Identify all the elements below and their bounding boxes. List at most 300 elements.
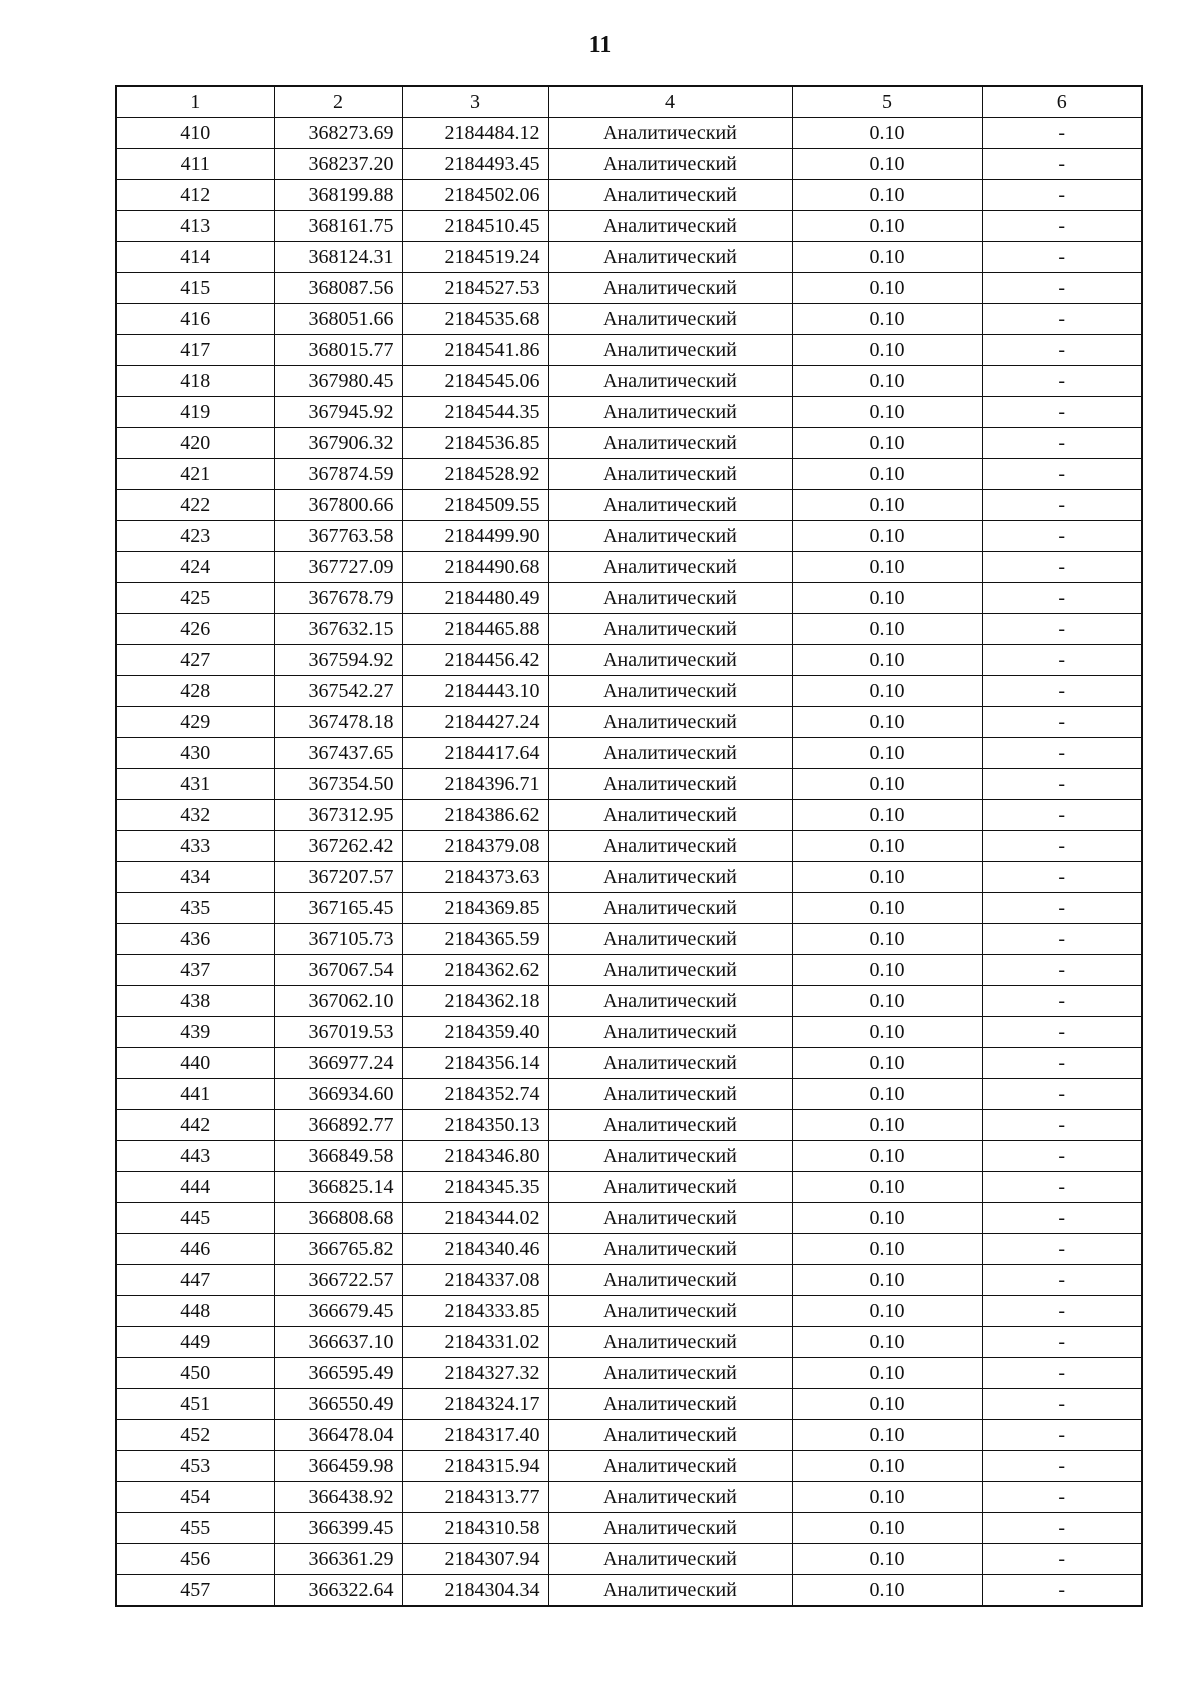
accuracy-cell: 0.10 (792, 304, 982, 335)
point-number-cell: 450 (116, 1358, 274, 1389)
table-row (116, 273, 1142, 304)
note-cell: - (982, 1110, 1142, 1141)
note-cell: - (982, 335, 1142, 366)
note-cell: - (982, 180, 1142, 211)
note-cell: - (982, 800, 1142, 831)
note-cell: - (982, 769, 1142, 800)
method-cell: Аналитический (548, 242, 792, 273)
accuracy-cell: 0.10 (792, 1234, 982, 1265)
method-cell: Аналитический (548, 1389, 792, 1420)
point-number-cell: 457 (116, 1575, 274, 1607)
accuracy-cell: 0.10 (792, 800, 982, 831)
point-number-cell: 438 (116, 986, 274, 1017)
y-coordinate-cell: 2184365.59 (402, 924, 548, 955)
table-row (116, 366, 1142, 397)
point-number-cell: 427 (116, 645, 274, 676)
method-cell: Аналитический (548, 1141, 792, 1172)
column-header: 3 (402, 86, 548, 118)
y-coordinate-cell: 2184337.08 (402, 1265, 548, 1296)
note-cell: - (982, 1141, 1142, 1172)
x-coordinate-cell: 368199.88 (274, 180, 402, 211)
x-coordinate-cell: 366361.29 (274, 1544, 402, 1575)
table-row (116, 211, 1142, 242)
point-number-cell: 431 (116, 769, 274, 800)
note-cell: - (982, 986, 1142, 1017)
method-cell: Аналитический (548, 707, 792, 738)
coordinates-table (115, 85, 1143, 1607)
method-cell: Аналитический (548, 1420, 792, 1451)
accuracy-cell: 0.10 (792, 769, 982, 800)
x-coordinate-cell: 367542.27 (274, 676, 402, 707)
x-coordinate-cell: 366825.14 (274, 1172, 402, 1203)
method-cell: Аналитический (548, 986, 792, 1017)
x-coordinate-cell: 367312.95 (274, 800, 402, 831)
point-number-cell: 440 (116, 1048, 274, 1079)
method-cell: Аналитический (548, 366, 792, 397)
point-number-cell: 442 (116, 1110, 274, 1141)
accuracy-cell: 0.10 (792, 242, 982, 273)
table-row (116, 1048, 1142, 1079)
note-cell: - (982, 1234, 1142, 1265)
x-coordinate-cell: 367478.18 (274, 707, 402, 738)
table-row (116, 1575, 1142, 1607)
y-coordinate-cell: 2184527.53 (402, 273, 548, 304)
x-coordinate-cell: 367727.09 (274, 552, 402, 583)
table-row (116, 1420, 1142, 1451)
note-cell: - (982, 707, 1142, 738)
point-number-cell: 414 (116, 242, 274, 273)
y-coordinate-cell: 2184396.71 (402, 769, 548, 800)
table-row (116, 1141, 1142, 1172)
table-row (116, 180, 1142, 211)
table-row (116, 1513, 1142, 1544)
method-cell: Аналитический (548, 862, 792, 893)
note-cell: - (982, 1296, 1142, 1327)
note-cell: - (982, 738, 1142, 769)
accuracy-cell: 0.10 (792, 1203, 982, 1234)
note-cell: - (982, 676, 1142, 707)
table-row (116, 428, 1142, 459)
note-cell: - (982, 1265, 1142, 1296)
note-cell: - (982, 831, 1142, 862)
point-number-cell: 417 (116, 335, 274, 366)
method-cell: Аналитический (548, 397, 792, 428)
note-cell: - (982, 490, 1142, 521)
method-cell: Аналитический (548, 1358, 792, 1389)
table-row (116, 1265, 1142, 1296)
note-cell: - (982, 893, 1142, 924)
note-cell: - (982, 273, 1142, 304)
y-coordinate-cell: 2184327.32 (402, 1358, 548, 1389)
accuracy-cell: 0.10 (792, 1327, 982, 1358)
y-coordinate-cell: 2184350.13 (402, 1110, 548, 1141)
note-cell: - (982, 304, 1142, 335)
note-cell: - (982, 149, 1142, 180)
x-coordinate-cell: 366892.77 (274, 1110, 402, 1141)
point-number-cell: 453 (116, 1451, 274, 1482)
point-number-cell: 443 (116, 1141, 274, 1172)
point-number-cell: 418 (116, 366, 274, 397)
point-number-cell: 420 (116, 428, 274, 459)
table-row (116, 831, 1142, 862)
table-row (116, 676, 1142, 707)
y-coordinate-cell: 2184417.64 (402, 738, 548, 769)
point-number-cell: 452 (116, 1420, 274, 1451)
y-coordinate-cell: 2184304.34 (402, 1575, 548, 1607)
x-coordinate-cell: 368087.56 (274, 273, 402, 304)
y-coordinate-cell: 2184359.40 (402, 1017, 548, 1048)
method-cell: Аналитический (548, 583, 792, 614)
note-cell: - (982, 428, 1142, 459)
point-number-cell: 426 (116, 614, 274, 645)
method-cell: Аналитический (548, 1172, 792, 1203)
y-coordinate-cell: 2184379.08 (402, 831, 548, 862)
method-cell: Аналитический (548, 1017, 792, 1048)
point-number-cell: 416 (116, 304, 274, 335)
x-coordinate-cell: 368237.20 (274, 149, 402, 180)
x-coordinate-cell: 367874.59 (274, 459, 402, 490)
column-header: 4 (548, 86, 792, 118)
y-coordinate-cell: 2184519.24 (402, 242, 548, 273)
accuracy-cell: 0.10 (792, 366, 982, 397)
table-row (116, 1296, 1142, 1327)
column-header: 5 (792, 86, 982, 118)
table-row (116, 490, 1142, 521)
note-cell: - (982, 924, 1142, 955)
accuracy-cell: 0.10 (792, 1358, 982, 1389)
note-cell: - (982, 459, 1142, 490)
y-coordinate-cell: 2184493.45 (402, 149, 548, 180)
point-number-cell: 429 (116, 707, 274, 738)
note-cell: - (982, 1327, 1142, 1358)
accuracy-cell: 0.10 (792, 1482, 982, 1513)
x-coordinate-cell: 366399.45 (274, 1513, 402, 1544)
method-cell: Аналитический (548, 180, 792, 211)
table-row (116, 738, 1142, 769)
accuracy-cell: 0.10 (792, 1265, 982, 1296)
accuracy-cell: 0.10 (792, 1172, 982, 1203)
y-coordinate-cell: 2184456.42 (402, 645, 548, 676)
y-coordinate-cell: 2184344.02 (402, 1203, 548, 1234)
x-coordinate-cell: 366595.49 (274, 1358, 402, 1389)
point-number-cell: 447 (116, 1265, 274, 1296)
point-number-cell: 419 (116, 397, 274, 428)
note-cell: - (982, 1420, 1142, 1451)
point-number-cell: 456 (116, 1544, 274, 1575)
y-coordinate-cell: 2184324.17 (402, 1389, 548, 1420)
x-coordinate-cell: 368273.69 (274, 118, 402, 149)
y-coordinate-cell: 2184490.68 (402, 552, 548, 583)
method-cell: Аналитический (548, 676, 792, 707)
table-row (116, 955, 1142, 986)
method-cell: Аналитический (548, 1296, 792, 1327)
note-cell: - (982, 1203, 1142, 1234)
y-coordinate-cell: 2184544.35 (402, 397, 548, 428)
column-header: 2 (274, 86, 402, 118)
method-cell: Аналитический (548, 1110, 792, 1141)
table-row (116, 118, 1142, 149)
note-cell: - (982, 1017, 1142, 1048)
method-cell: Аналитический (548, 738, 792, 769)
method-cell: Аналитический (548, 1544, 792, 1575)
y-coordinate-cell: 2184373.63 (402, 862, 548, 893)
table-row (116, 1079, 1142, 1110)
accuracy-cell: 0.10 (792, 335, 982, 366)
point-number-cell: 424 (116, 552, 274, 583)
x-coordinate-cell: 366808.68 (274, 1203, 402, 1234)
table-row (116, 1327, 1142, 1358)
note-cell: - (982, 1172, 1142, 1203)
y-coordinate-cell: 2184333.85 (402, 1296, 548, 1327)
point-number-cell: 410 (116, 118, 274, 149)
method-cell: Аналитический (548, 924, 792, 955)
table-row (116, 645, 1142, 676)
table-row (116, 1451, 1142, 1482)
table-row (116, 1544, 1142, 1575)
y-coordinate-cell: 2184315.94 (402, 1451, 548, 1482)
accuracy-cell: 0.10 (792, 583, 982, 614)
x-coordinate-cell: 367062.10 (274, 986, 402, 1017)
x-coordinate-cell: 367945.92 (274, 397, 402, 428)
accuracy-cell: 0.10 (792, 738, 982, 769)
accuracy-cell: 0.10 (792, 1513, 982, 1544)
point-number-cell: 446 (116, 1234, 274, 1265)
accuracy-cell: 0.10 (792, 1017, 982, 1048)
point-number-cell: 455 (116, 1513, 274, 1544)
table-row (116, 335, 1142, 366)
note-cell: - (982, 1048, 1142, 1079)
table-row (116, 1172, 1142, 1203)
accuracy-cell: 0.10 (792, 521, 982, 552)
y-coordinate-cell: 2184484.12 (402, 118, 548, 149)
y-coordinate-cell: 2184362.18 (402, 986, 548, 1017)
y-coordinate-cell: 2184356.14 (402, 1048, 548, 1079)
x-coordinate-cell: 367067.54 (274, 955, 402, 986)
note-cell: - (982, 1079, 1142, 1110)
accuracy-cell: 0.10 (792, 676, 982, 707)
table-row (116, 1389, 1142, 1420)
point-number-cell: 411 (116, 149, 274, 180)
x-coordinate-cell: 367632.15 (274, 614, 402, 645)
column-header: 1 (116, 86, 274, 118)
y-coordinate-cell: 2184535.68 (402, 304, 548, 335)
y-coordinate-cell: 2184362.62 (402, 955, 548, 986)
x-coordinate-cell: 366478.04 (274, 1420, 402, 1451)
method-cell: Аналитический (548, 893, 792, 924)
point-number-cell: 451 (116, 1389, 274, 1420)
point-number-cell: 413 (116, 211, 274, 242)
note-cell: - (982, 862, 1142, 893)
note-cell: - (982, 583, 1142, 614)
y-coordinate-cell: 2184331.02 (402, 1327, 548, 1358)
method-cell: Аналитический (548, 1451, 792, 1482)
method-cell: Аналитический (548, 521, 792, 552)
note-cell: - (982, 1544, 1142, 1575)
accuracy-cell: 0.10 (792, 149, 982, 180)
note-cell: - (982, 1575, 1142, 1607)
accuracy-cell: 0.10 (792, 955, 982, 986)
table-row (116, 459, 1142, 490)
y-coordinate-cell: 2184528.92 (402, 459, 548, 490)
table-row (116, 707, 1142, 738)
point-number-cell: 415 (116, 273, 274, 304)
point-number-cell: 432 (116, 800, 274, 831)
method-cell: Аналитический (548, 1265, 792, 1296)
note-cell: - (982, 211, 1142, 242)
accuracy-cell: 0.10 (792, 1420, 982, 1451)
note-cell: - (982, 242, 1142, 273)
accuracy-cell: 0.10 (792, 986, 982, 1017)
method-cell: Аналитический (548, 1234, 792, 1265)
table-row (116, 986, 1142, 1017)
accuracy-cell: 0.10 (792, 273, 982, 304)
y-coordinate-cell: 2184345.35 (402, 1172, 548, 1203)
x-coordinate-cell: 366679.45 (274, 1296, 402, 1327)
table-header-row (116, 86, 1142, 118)
note-cell: - (982, 1482, 1142, 1513)
accuracy-cell: 0.10 (792, 1110, 982, 1141)
method-cell: Аналитический (548, 1575, 792, 1607)
x-coordinate-cell: 366722.57 (274, 1265, 402, 1296)
table-row (116, 1017, 1142, 1048)
y-coordinate-cell: 2184510.45 (402, 211, 548, 242)
x-coordinate-cell: 367207.57 (274, 862, 402, 893)
x-coordinate-cell: 367437.65 (274, 738, 402, 769)
point-number-cell: 434 (116, 862, 274, 893)
x-coordinate-cell: 366459.98 (274, 1451, 402, 1482)
accuracy-cell: 0.10 (792, 1544, 982, 1575)
y-coordinate-cell: 2184310.58 (402, 1513, 548, 1544)
method-cell: Аналитический (548, 1048, 792, 1079)
x-coordinate-cell: 368161.75 (274, 211, 402, 242)
table-row (116, 583, 1142, 614)
y-coordinate-cell: 2184369.85 (402, 893, 548, 924)
accuracy-cell: 0.10 (792, 428, 982, 459)
table-row (116, 1358, 1142, 1389)
point-number-cell: 428 (116, 676, 274, 707)
y-coordinate-cell: 2184352.74 (402, 1079, 548, 1110)
y-coordinate-cell: 2184480.49 (402, 583, 548, 614)
x-coordinate-cell: 368124.31 (274, 242, 402, 273)
note-cell: - (982, 1451, 1142, 1482)
table-row (116, 242, 1142, 273)
x-coordinate-cell: 367354.50 (274, 769, 402, 800)
method-cell: Аналитический (548, 1482, 792, 1513)
note-cell: - (982, 1513, 1142, 1544)
table-row (116, 1110, 1142, 1141)
method-cell: Аналитический (548, 459, 792, 490)
table-row (116, 304, 1142, 335)
note-cell: - (982, 955, 1142, 986)
table-row (116, 1203, 1142, 1234)
table-row (116, 862, 1142, 893)
method-cell: Аналитический (548, 1513, 792, 1544)
table-row (116, 397, 1142, 428)
accuracy-cell: 0.10 (792, 893, 982, 924)
table-row (116, 769, 1142, 800)
point-number-cell: 439 (116, 1017, 274, 1048)
method-cell: Аналитический (548, 490, 792, 521)
x-coordinate-cell: 367594.92 (274, 645, 402, 676)
point-number-cell: 435 (116, 893, 274, 924)
note-cell: - (982, 1389, 1142, 1420)
accuracy-cell: 0.10 (792, 1451, 982, 1482)
y-coordinate-cell: 2184545.06 (402, 366, 548, 397)
accuracy-cell: 0.10 (792, 459, 982, 490)
x-coordinate-cell: 366322.64 (274, 1575, 402, 1607)
accuracy-cell: 0.10 (792, 707, 982, 738)
x-coordinate-cell: 366637.10 (274, 1327, 402, 1358)
x-coordinate-cell: 367906.32 (274, 428, 402, 459)
note-cell: - (982, 118, 1142, 149)
method-cell: Аналитический (548, 211, 792, 242)
method-cell: Аналитический (548, 800, 792, 831)
accuracy-cell: 0.10 (792, 1389, 982, 1420)
accuracy-cell: 0.10 (792, 614, 982, 645)
y-coordinate-cell: 2184443.10 (402, 676, 548, 707)
y-coordinate-cell: 2184317.40 (402, 1420, 548, 1451)
x-coordinate-cell: 366550.49 (274, 1389, 402, 1420)
method-cell: Аналитический (548, 831, 792, 862)
method-cell: Аналитический (548, 645, 792, 676)
method-cell: Аналитический (548, 273, 792, 304)
table-row (116, 1234, 1142, 1265)
table-row (116, 1482, 1142, 1513)
point-number-cell: 423 (116, 521, 274, 552)
point-number-cell: 412 (116, 180, 274, 211)
table-row (116, 521, 1142, 552)
y-coordinate-cell: 2184313.77 (402, 1482, 548, 1513)
method-cell: Аналитический (548, 118, 792, 149)
table-row (116, 149, 1142, 180)
accuracy-cell: 0.10 (792, 1141, 982, 1172)
note-cell: - (982, 397, 1142, 428)
y-coordinate-cell: 2184307.94 (402, 1544, 548, 1575)
point-number-cell: 422 (116, 490, 274, 521)
point-number-cell: 454 (116, 1482, 274, 1513)
x-coordinate-cell: 367763.58 (274, 521, 402, 552)
x-coordinate-cell: 367800.66 (274, 490, 402, 521)
point-number-cell: 433 (116, 831, 274, 862)
x-coordinate-cell: 368015.77 (274, 335, 402, 366)
x-coordinate-cell: 366977.24 (274, 1048, 402, 1079)
y-coordinate-cell: 2184541.86 (402, 335, 548, 366)
accuracy-cell: 0.10 (792, 1048, 982, 1079)
table-row (116, 800, 1142, 831)
point-number-cell: 425 (116, 583, 274, 614)
note-cell: - (982, 521, 1142, 552)
method-cell: Аналитический (548, 769, 792, 800)
accuracy-cell: 0.10 (792, 924, 982, 955)
y-coordinate-cell: 2184465.88 (402, 614, 548, 645)
accuracy-cell: 0.10 (792, 490, 982, 521)
accuracy-cell: 0.10 (792, 118, 982, 149)
column-header: 6 (982, 86, 1142, 118)
x-coordinate-cell: 366765.82 (274, 1234, 402, 1265)
method-cell: Аналитический (548, 1203, 792, 1234)
accuracy-cell: 0.10 (792, 180, 982, 211)
note-cell: - (982, 1358, 1142, 1389)
table-row (116, 924, 1142, 955)
accuracy-cell: 0.10 (792, 645, 982, 676)
method-cell: Аналитический (548, 335, 792, 366)
method-cell: Аналитический (548, 552, 792, 583)
y-coordinate-cell: 2184536.85 (402, 428, 548, 459)
x-coordinate-cell: 367105.73 (274, 924, 402, 955)
accuracy-cell: 0.10 (792, 552, 982, 583)
accuracy-cell: 0.10 (792, 1296, 982, 1327)
accuracy-cell: 0.10 (792, 862, 982, 893)
